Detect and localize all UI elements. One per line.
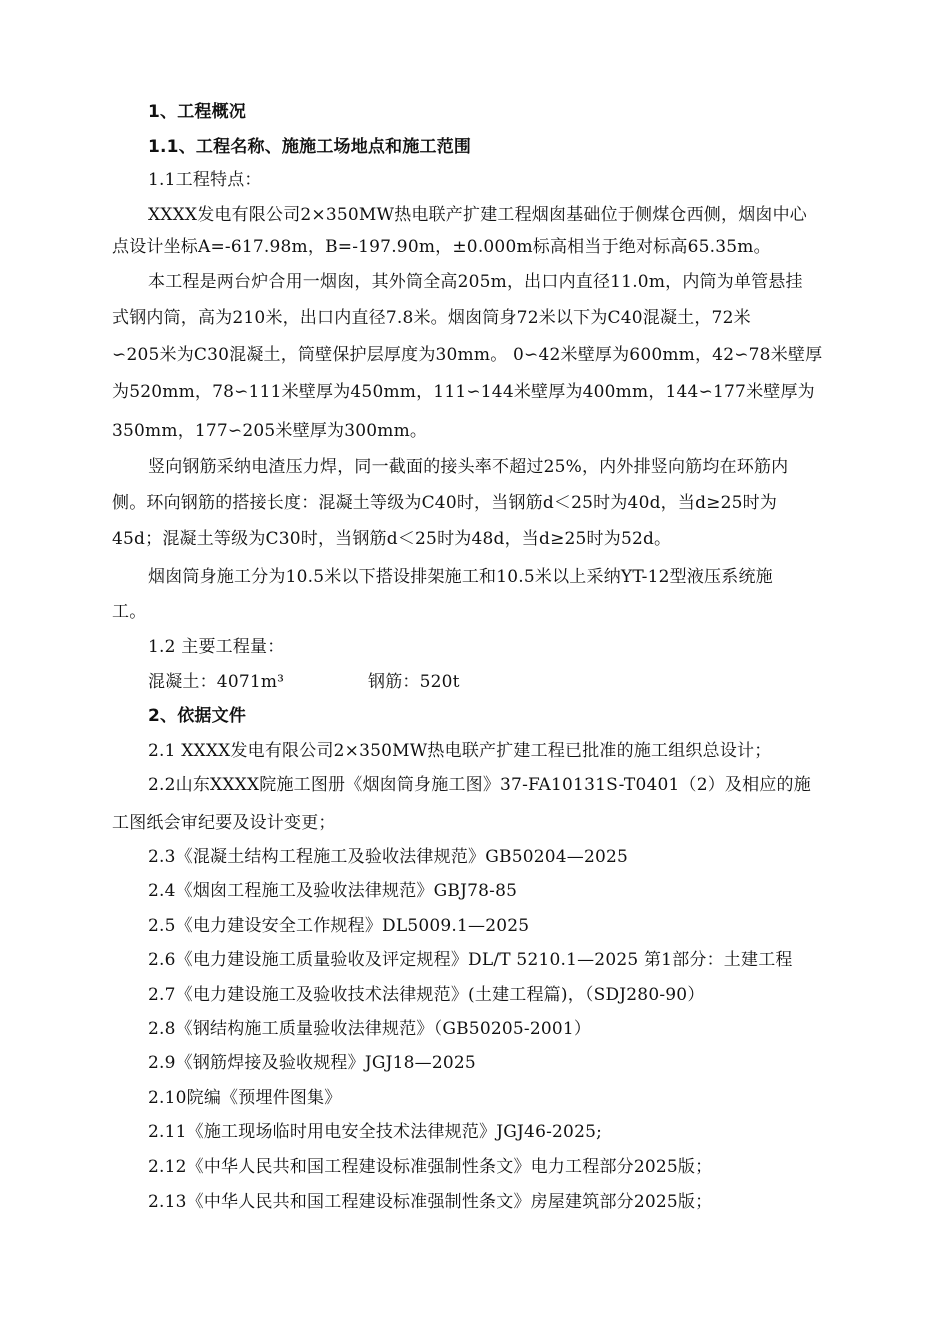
reference-item: 2.1 XXXX发电有限公司2×350MW热电联产扩建工程已批准的施工组织总设计；	[148, 741, 772, 761]
reference-item: 2.3《混凝土结构工程施工及验收法律规范》GB50204—2025	[148, 847, 629, 867]
subsection-1-1-label: 1.1工程特点：	[148, 170, 262, 190]
quantity-steel: 钢筋：520t	[368, 672, 460, 692]
reference-item: 2.6《电力建设施工质量验收及评定规程》DL/T 5210.1—2025 第1部分：土建工程	[148, 950, 793, 970]
reference-item: 2.4《烟囱工程施工及验收法律规范》GBJ78-85	[148, 881, 518, 901]
section-2-title: 2、依据文件	[148, 706, 247, 726]
paragraph-4-line-2: 工。	[112, 602, 147, 622]
reference-item-continued: 工图纸会审纪要及设计变更；	[112, 813, 336, 833]
section-1-title: 1、工程概况	[148, 102, 247, 122]
reference-item: 2.2山东XXXX院施工图册《烟囱筒身施工图》37-FA10131S-T0401（2）及相应的施	[148, 775, 811, 795]
reference-item: 2.13《中华人民共和国工程建设标准强制性条文》房屋建筑部分2025版；	[148, 1192, 713, 1212]
paragraph-3-line-1: 竖向钢筋采纳电渣压力焊，同一截面的接头率不超过25%，内外排竖向筋均在环筋内	[148, 457, 789, 477]
reference-item: 2.10院编《预埋件图集》	[148, 1088, 342, 1108]
paragraph-2-line-1: 本工程是两台炉合用一烟囱，其外筒全高205m，出口内直径11.0m，内筒为单管悬挂	[148, 272, 803, 292]
reference-item: 2.9《钢筋焊接及验收规程》JGJ18—2025	[148, 1053, 476, 1073]
paragraph-1-line-2: 点设计坐标A=-617.98m，B=-197.90m，±0.000m标高相当于绝对标高65.35m。	[112, 237, 771, 257]
reference-item: 2.11《施工现场临时用电安全技术法律规范》JGJ46-2025;	[148, 1122, 603, 1142]
quantity-concrete: 混凝土：4071m³	[148, 672, 285, 692]
paragraph-3-line-2: 侧。环向钢筋的搭接长度：混凝土等级为C40时，当钢筋d＜25时为40d，当d≥25时为	[112, 493, 778, 513]
paragraph-1-line-1: XXXX发电有限公司2×350MW热电联产扩建工程烟囱基础位于侧煤仓西侧，烟囱中心	[148, 205, 807, 225]
paragraph-2-line-3: ∽205米为C30混凝土，筒壁保护层厚度为30mm。 0∽42米壁厚为600mm，42∽78米壁厚	[112, 345, 823, 365]
subsection-1-2-label: 1.2 主要工程量：	[148, 637, 285, 657]
section-1-1-title: 1.1、工程名称、施施工场地点和施工范围	[148, 137, 472, 157]
paragraph-3-line-3: 45d；混凝土等级为C30时，当钢筋d＜25时为48d，当d≥25时为52d。	[112, 529, 672, 549]
paragraph-2-line-2: 式钢内筒，高为210米，出口内直径7.8米。烟囱筒身72米以下为C40混凝土，72米	[112, 308, 751, 328]
reference-item: 2.5《电力建设安全工作规程》DL5009.1—2025	[148, 916, 530, 936]
paragraph-2-line-5: 350mm，177∽205米壁厚为300mm。	[112, 421, 428, 441]
reference-item: 2.12《中华人民共和国工程建设标准强制性条文》电力工程部分2025版；	[148, 1157, 713, 1177]
reference-item: 2.7《电力建设施工及验收技术法律规范》(土建工程篇)，（SDJ280-90）	[148, 985, 705, 1005]
paragraph-4-line-1: 烟囱筒身施工分为10.5米以下搭设排架施工和10.5米以上采纳YT-12型液压系统施	[148, 567, 773, 587]
paragraph-2-line-4: 为520mm，78∽111米壁厚为450mm，111∽144米壁厚为400mm，144∽177米壁厚为	[112, 382, 815, 402]
reference-item: 2.8《钢结构施工质量验收法律规范》（GB50205-2001）	[148, 1019, 592, 1039]
